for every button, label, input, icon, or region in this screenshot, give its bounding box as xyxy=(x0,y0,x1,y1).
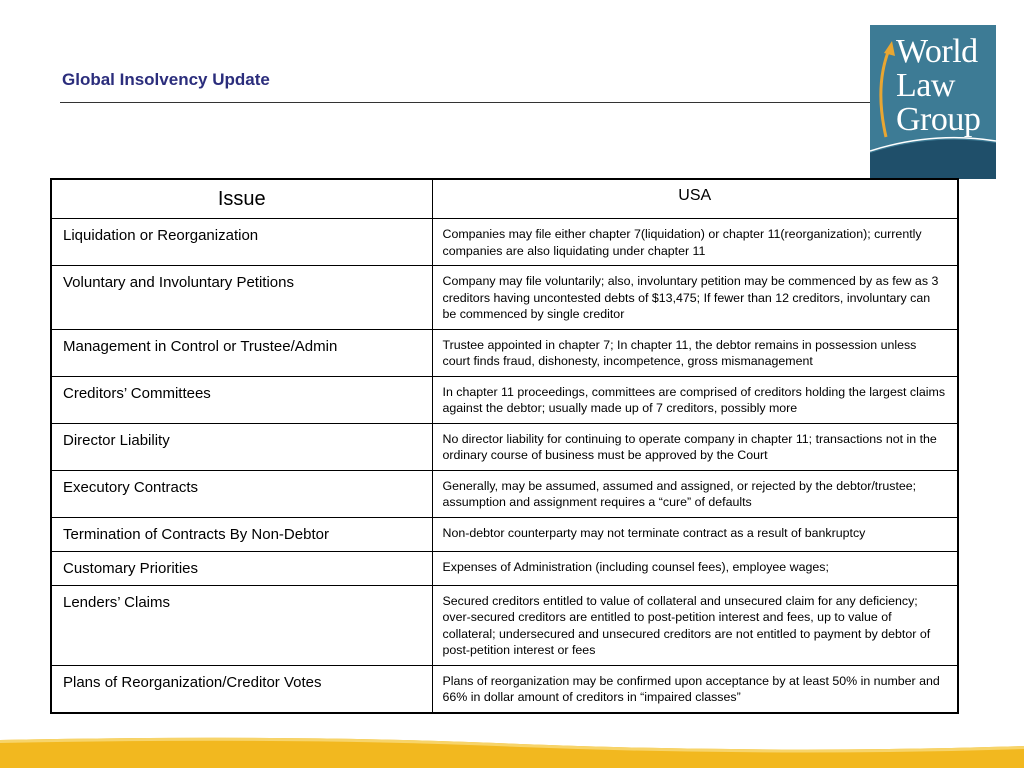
issue-cell: Termination of Contracts By Non-Debtor xyxy=(51,517,432,551)
logo-word-group: Group xyxy=(896,101,981,138)
table-row xyxy=(51,470,958,517)
usa-cell: Secured creditors entitled to value of collateral and unsecured claim for any deficiency; over-secured creditors are entitled to post-petition interest and fees, up to value of collateral; undersecured and unsecured creditors are not entitled to payment by debtor of post-petition interest or fees xyxy=(432,585,958,665)
table-row xyxy=(51,517,958,551)
world-law-group-logo xyxy=(870,25,996,179)
page-title: Global Insolvency Update xyxy=(62,70,270,89)
usa-cell: Companies may file either chapter 7(liquidation) or chapter 11(reorganization); currently companies are also liquidating under chapter 11 xyxy=(432,219,958,266)
usa-cell: Non-debtor counterparty may not terminate contract as a result of bankruptcy xyxy=(432,517,958,551)
table-row xyxy=(51,219,958,266)
issue-cell: Creditors’ Committees xyxy=(51,376,432,423)
issue-cell: Customary Priorities xyxy=(51,551,432,585)
usa-cell: Plans of reorganization may be confirmed upon acceptance by at least 50% in number and 66% in dollar amount of creditors in “impaired classes” xyxy=(432,665,958,713)
column-header-issue: Issue xyxy=(51,179,432,219)
issue-cell: Liquidation or Reorganization xyxy=(51,219,432,266)
usa-cell: Trustee appointed in chapter 7; In chapter 11, the debtor remains in possession unless court finds fraud, dishonesty, incompetence, gross mismanagement xyxy=(432,329,958,376)
table-header-row xyxy=(51,179,958,219)
logo-word-world: World xyxy=(896,33,978,70)
issue-cell: Plans of Reorganization/Creditor Votes xyxy=(51,665,432,713)
title-divider xyxy=(60,102,870,103)
logo-word-law: Law xyxy=(896,67,955,104)
usa-cell: Expenses of Administration (including counsel fees), employee wages; xyxy=(432,551,958,585)
table-row xyxy=(51,585,958,665)
table-row xyxy=(51,376,958,423)
issue-cell: Lenders’ Claims xyxy=(51,585,432,665)
issue-cell: Management in Control or Trustee/Admin xyxy=(51,329,432,376)
table-row xyxy=(51,551,958,585)
issue-cell: Voluntary and Involuntary Petitions xyxy=(51,266,432,330)
table-row xyxy=(51,266,958,330)
footer-swoosh-band xyxy=(0,732,1024,768)
table-row xyxy=(51,423,958,470)
table-row xyxy=(51,665,958,713)
issue-cell: Executory Contracts xyxy=(51,470,432,517)
usa-cell: In chapter 11 proceedings, committees are comprised of creditors holding the largest claims against the debtor; usually made up of 7 creditors, possibly more xyxy=(432,376,958,423)
insolvency-comparison-table xyxy=(50,178,959,714)
usa-cell: Generally, may be assumed, assumed and assigned, or rejected by the debtor/trustee; assumption and assignment requires a “cure” of defaults xyxy=(432,470,958,517)
table-row xyxy=(51,329,958,376)
usa-cell: No director liability for continuing to operate company in chapter 11; transactions not in the ordinary course of business must be approved by the Court xyxy=(432,423,958,470)
issue-cell: Director Liability xyxy=(51,423,432,470)
column-header-usa: USA xyxy=(432,179,958,219)
usa-cell: Company may file voluntarily; also, involuntary petition may be commenced by as few as 3 creditors having uncontested debts of $13,475; If fewer than 12 creditors, involuntary can be commenced by single creditor xyxy=(432,266,958,330)
